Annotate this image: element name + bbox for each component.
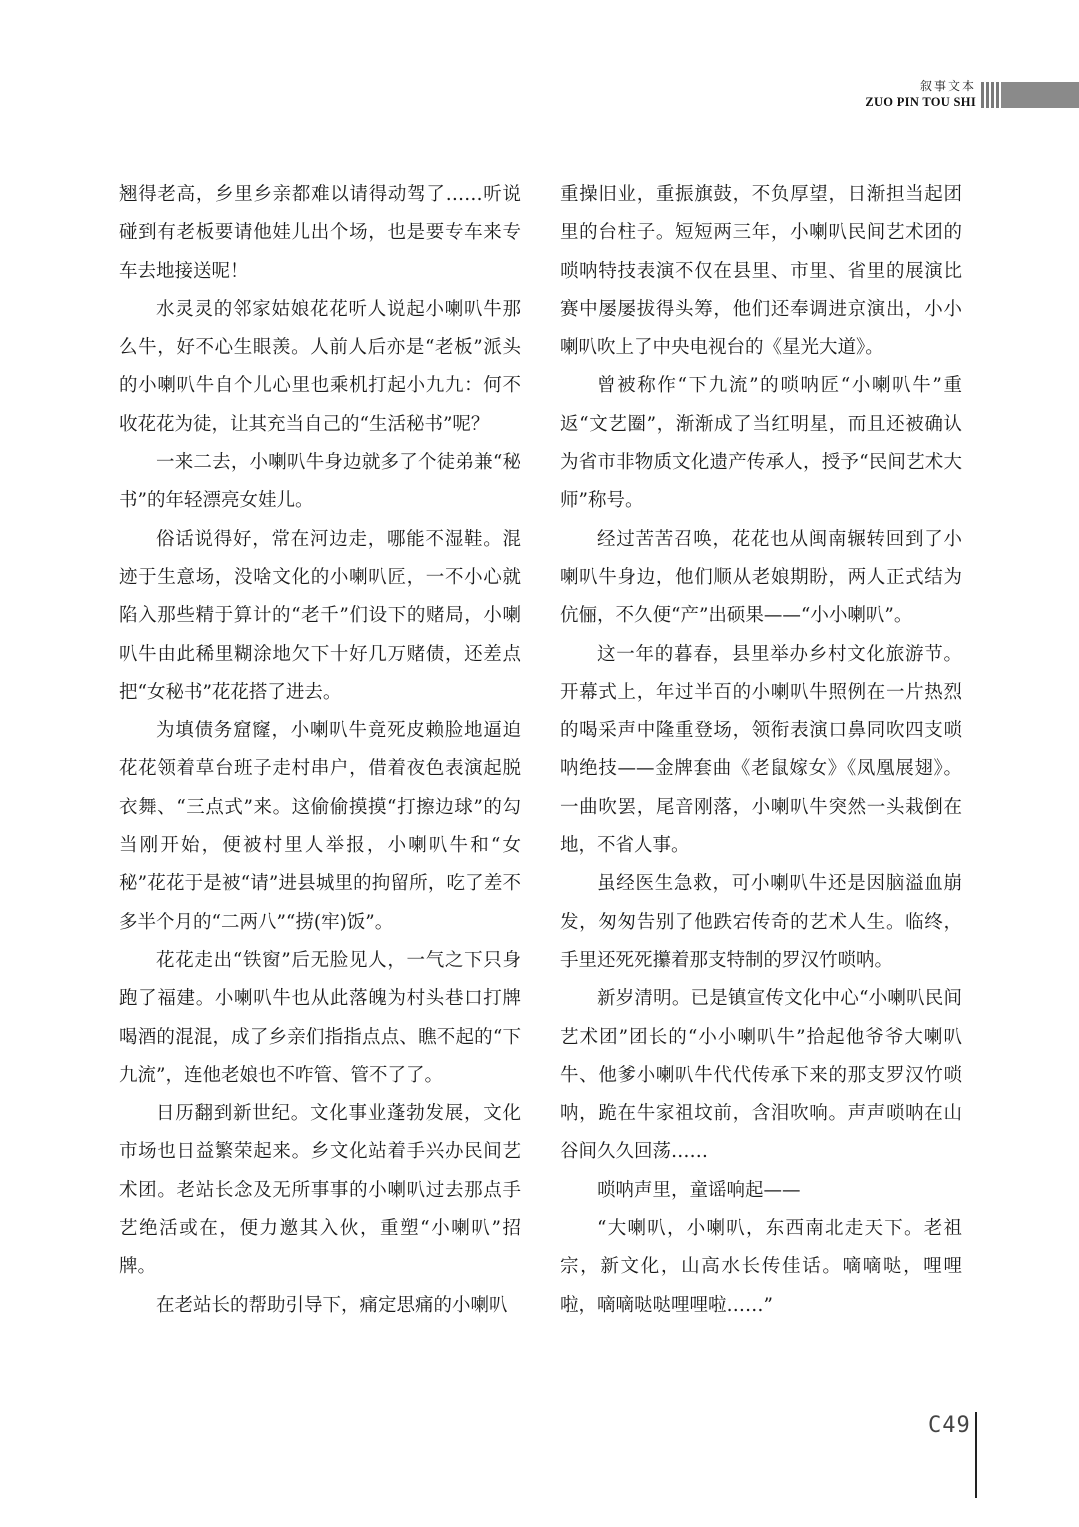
paragraph: 翘得老高，乡里乡亲都难以请得动驾了……听说碰到有老板要请他娃儿出个场，也是要专车来专车去地接送呢！ <box>119 184 521 282</box>
paragraph: 俗话说得好，常在河边走，哪能不湿鞋。混迹于生意场，没啥文化的小喇叭匠，一不小心就陷入那些精于算计的“老千”们设下的赌局，小喇叭牛由此稀里糊涂地欠下十好几万赌债，还差点把“女秘书”花花搭了进去。 <box>119 528 521 703</box>
page-number: C49 <box>928 1413 971 1438</box>
paragraph: “大喇叭，小喇叭，东西南北走天下。老祖宗，新文化，山高水长传佳话。嘀嘀哒，哩哩啦，嘀嘀哒哒哩哩啦……” <box>560 1218 962 1316</box>
paragraph: 虽经医生急救，可小喇叭牛还是因脑溢血崩发，匆匆告别了他跌宕传奇的艺术人生。临终，手里还死死攥着那支特制的罗汉竹唢呐。 <box>560 873 962 971</box>
section-label <box>865 80 976 109</box>
paragraph: 重操旧业，重振旗鼓，不负厚望，日渐担当起团里的台柱子。短短两三年，小喇叭民间艺术团的唢呐特技表演不仅在县里、市里、省里的展演比赛中屡屡拔得头筹，他们还奉调进京演出，小小喇叭吹上了中央电视台的《星光大道》。 <box>560 184 962 359</box>
left-text-column <box>119 176 521 1325</box>
header-stripe-decoration <box>981 82 999 108</box>
paragraph: 曾被称作“下九流”的唢呐匠“小喇叭牛”重返“文艺圈”，渐渐成了当红明星，而且还被确认为省市非物质文化遗产传承人，授予“民间艺术大师”称号。 <box>560 375 962 512</box>
header-gray-block <box>1001 82 1079 108</box>
page-number-rule <box>975 1412 977 1498</box>
paragraph: 水灵灵的邻家姑娘花花听人说起小喇叭牛那么牛，好不心生眼羡。人前人后亦是“老板”派头的小喇叭牛自个儿心里也乘机打起小九九：何不收花花为徒，让其充当自己的“生活秘书”呢？ <box>119 298 521 435</box>
paragraph: 花花走出“铁窗”后无脸见人，一气之下只身跑了福建。小喇叭牛也从此落魄为村头巷口打牌喝酒的混混，成了乡亲们指指点点、瞧不起的“下九流”，连他老娘也不咋管、管不了了。 <box>119 949 521 1086</box>
page-header <box>779 80 1079 110</box>
paragraph: 这一年的暮春，县里举办乡村文化旅游节。开幕式上，年过半百的小喇叭牛照例在一片热烈的喝采声中隆重登场，领衔表演口鼻同吹四支唢呐绝技——金牌套曲《老鼠嫁女》《凤凰展翅》。一曲吹罢，尾音刚落，小喇叭牛突然一头栽倒在地，不省人事。 <box>560 643 962 857</box>
paragraph: 新岁清明。已是镇宣传文化中心“小喇叭民间艺术团”团长的“小小喇叭牛”拾起他爷爷大喇叭牛、他爹小喇叭牛代代传承下来的那支罗汉竹唢呐，跪在牛家祖坟前，含泪吹响。声声唢呐在山谷间久久回荡…… <box>560 988 962 1163</box>
paragraph: 在老站长的帮助引导下，痛定思痛的小喇叭 <box>156 1294 508 1316</box>
paragraph: 经过苦苦召唤，花花也从闽南辗转回到了小喇叭牛身边，他们顺从老娘期盼，两人正式结为伉俪，不久便“产”出硕果——“小小喇叭”。 <box>560 528 962 627</box>
paragraph: 唢呐声里，童谣响起—— <box>597 1179 801 1201</box>
paragraph: 一来二去，小喇叭牛身边就多了个徒弟兼“秘书”的年轻漂亮女娃儿。 <box>119 452 521 512</box>
paragraph: 日历翻到新世纪。文化事业蓬勃发展，文化市场也日益繁荣起来。乡文化站着手兴办民间艺术团。老站长念及无所事事的小喇叭过去那点手艺绝活或在，便力邀其入伙，重塑“小喇叭”招牌。 <box>119 1103 521 1278</box>
paragraph: 为填债务窟窿，小喇叭牛竟死皮赖脸地逼迫花花领着草台班子走村串户，借着夜色表演起脱衣舞、“三点式”来。这偷偷摸摸“打擦边球”的勾当刚开始，便被村里人举报，小喇叭牛和“女秘”花花于是被“请”进县城里的拘留所，吃了差不多半个月的“二两八”“捞(牢)饭”。 <box>119 720 521 933</box>
section-title-cn: 叙事文本 <box>919 79 976 93</box>
right-text-column <box>560 176 962 1325</box>
section-title-en: ZUO PIN TOU SHI <box>865 95 976 109</box>
